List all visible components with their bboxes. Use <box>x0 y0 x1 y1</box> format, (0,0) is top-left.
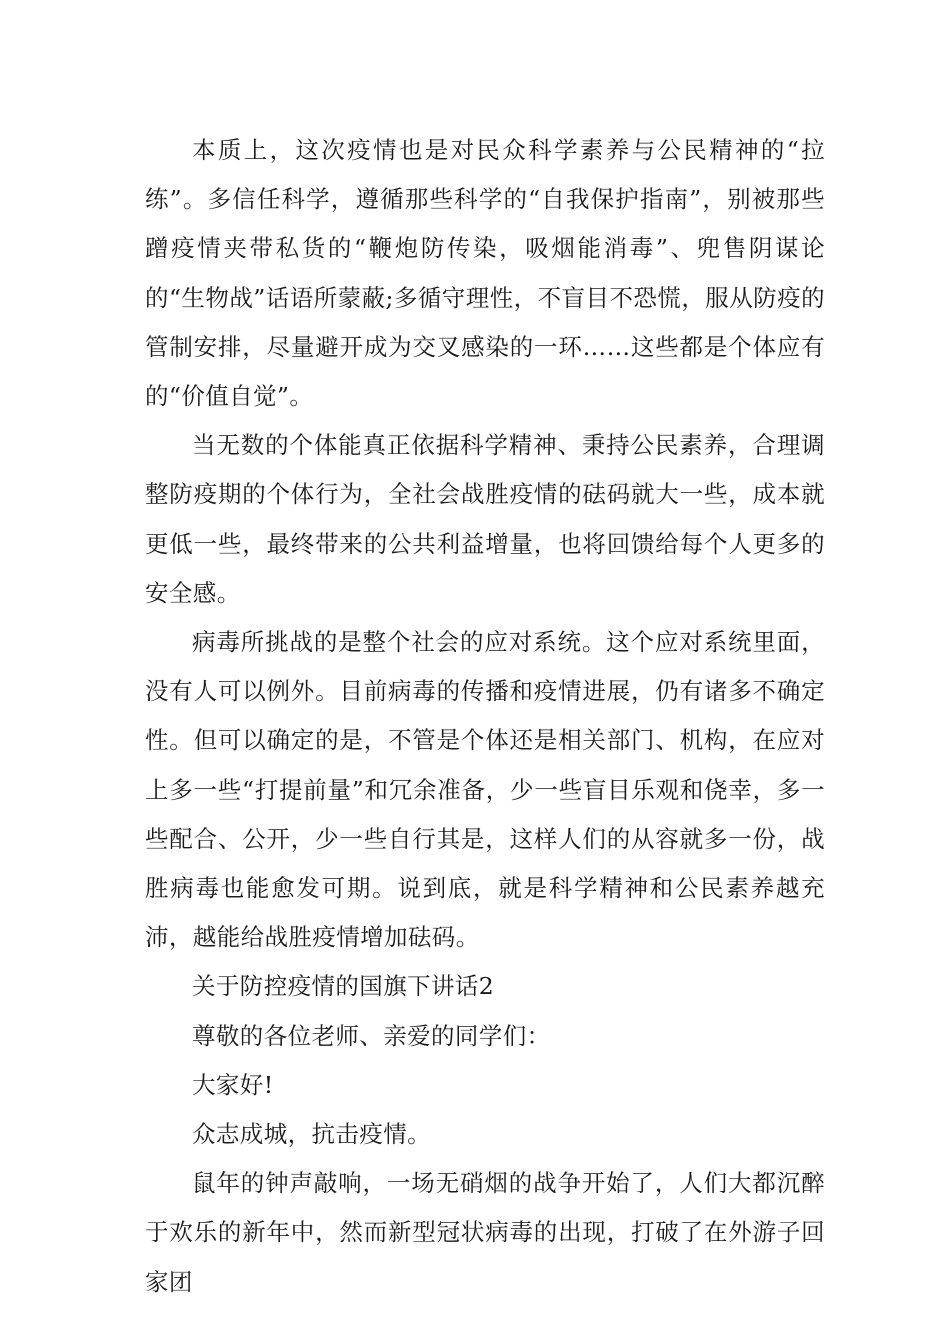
paragraph-individual-behavior: 当无数的个体能真正依据科学精神、秉持公民素养，合理调整防疫期的个体行为，全社会战胜疫情的砝码就大一些，成本就更低一些，最终带来的公共利益增量，也将回馈给每个人更多的安全感。 <box>145 431 825 607</box>
speech-title: 关于防控疫情的国旗下讲话2 <box>192 972 495 1001</box>
salutation: 尊敬的各位老师、亲爱的同学们： <box>192 1021 551 1050</box>
paragraph-science-literacy: 本质上，这次疫情也是对民众科学素养与公民精神的“拉练”。多信任科学，遵循那些科学的“自我保护指南”，别被那些蹭疫情夹带私货的“鞭炮防传染，吸烟能消毒”、兜售阴谋论的“生物战”话语所蒙蔽;多循守理性，不盲目不恐慌，服从防疫的管制安排，尽量避开成为交叉感染的一环……这些都是个体应有的“价值自觉”。 <box>145 136 825 411</box>
paragraph-new-year: 鼠年的钟声敲响，一场无硝烟的战争开始了，人们大都沉醉于欢乐的新年中，然而新型冠状病毒的出现，打破了在外游子回家团 <box>145 1169 825 1296</box>
theme-line: 众志成城，抗击疫情。 <box>192 1120 431 1149</box>
greeting: 大家好! <box>192 1070 274 1099</box>
document-body <box>145 126 825 1307</box>
paragraph-society-response: 病毒所挑战的是整个社会的应对系统。这个应对系统里面，没有人可以例外。目前病毒的传播和疫情进展，仍有诸多不确定性。但可以确定的是，不管是个体还是相关部门、机构，在应对上多一些“打提前量”和冗余准备，少一些盲目乐观和侥幸，多一些配合、公开，少一些自行其是，这样人们的从容就多一份，战胜病毒也能愈发可期。说到底，就是科学精神和公民素养越充沛，越能给战胜疫情增加砝码。 <box>145 628 825 952</box>
